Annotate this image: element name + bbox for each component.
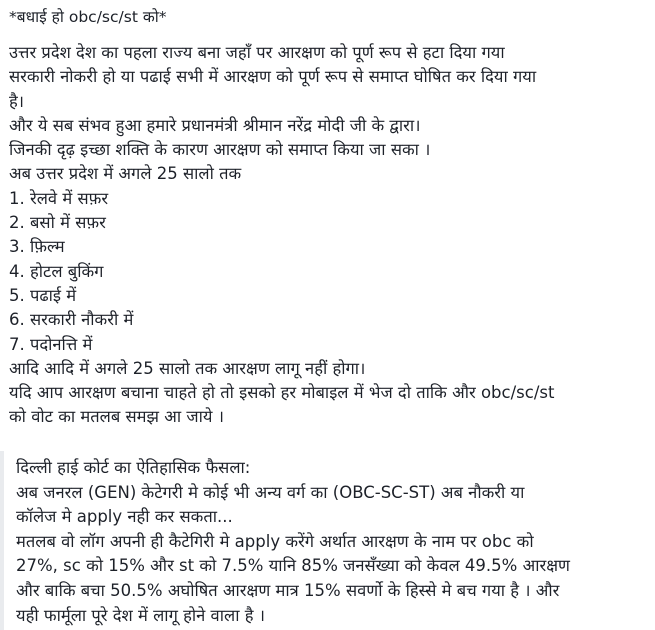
list-item: 5. पढाई में bbox=[9, 285, 77, 305]
list-item: 6. सरकारी नौकरी में bbox=[9, 310, 134, 330]
body-line: को वोट का मतलब समझ आ जाये । bbox=[9, 407, 224, 427]
quoted-block bbox=[0, 451, 655, 630]
quote-line: मतलब वो लॉग अपनी ही कैटेगिरी मे apply करेंगे अर्थात आरक्षण के नाम पर obc को bbox=[16, 531, 534, 551]
body-line: उत्तर प्रदेश देश का पहला राज्य बना जहाँ पर आरक्षण को पूर्ण रूप से हटा दिया गया bbox=[9, 43, 505, 62]
quote-line: अब जनरल (GEN) केटेगरी मे कोई भी अन्य वर्ग का (OBC-SC-ST) अब नौकरी या bbox=[16, 482, 525, 502]
body-line: अब उत्तर प्रदेश में अगले 25 सालो तक bbox=[9, 164, 242, 184]
body-line: और ये सब संभव हुआ हमारे प्रधानमंत्री श्रीमान नरेंद्र मोदी जी के द्वारा। bbox=[9, 115, 421, 135]
post-body bbox=[9, 41, 647, 430]
quote-line: कॉलेज मे apply नही कर सकता... bbox=[16, 507, 233, 527]
list-item: 7. पदोनत्ति में bbox=[9, 334, 93, 354]
list-item: 3. फ़िल्म bbox=[9, 237, 65, 257]
body-line: है। bbox=[9, 91, 25, 111]
list-item: 1. रेलवे में सफ़र bbox=[9, 188, 109, 208]
body-line: आदि आदि में अगले 25 सालो तक आरक्षण लागू नहीं होगा। bbox=[9, 358, 366, 378]
quote-line: दिल्ली हाई कोर्ट का ऐतिहासिक फैसला: bbox=[16, 458, 251, 477]
body-line: जिनकी दृढ़ इच्छा शक्ति के कारण आरक्षण को समाप्त किया जा सका । bbox=[9, 140, 431, 160]
quote-line: यही फार्मूला पूरे देश में लागू होने वाला है । bbox=[16, 605, 265, 625]
quote-line: और बाकि बचा 50.5% अघोषित आरक्षण मात्र 15% सवर्णो के हिस्से मे बच गया है । और bbox=[16, 580, 560, 600]
list-item: 2. बसो में सफ़र bbox=[9, 213, 106, 233]
quote-line: 27%, sc को 15% और st को 7.5% यानि 85% जनसँख्या को केवल 49.5% आरक्षण bbox=[16, 556, 570, 576]
post-header: *बधाई हो obc/sc/st को* bbox=[9, 8, 167, 26]
body-line: यदि आप आरक्षण बचाना चाहते हो तो इसको हर मोबाइल में भेज दो ताकि और obc/sc/st bbox=[9, 383, 555, 403]
list-item: 4. होटल बुकिंग bbox=[9, 261, 104, 281]
body-line: सरकारी नोकरी हो या पढाई सभी में आरक्षण को पूर्ण रूप से समाप्त घोषित कर दिया गया bbox=[9, 67, 537, 87]
